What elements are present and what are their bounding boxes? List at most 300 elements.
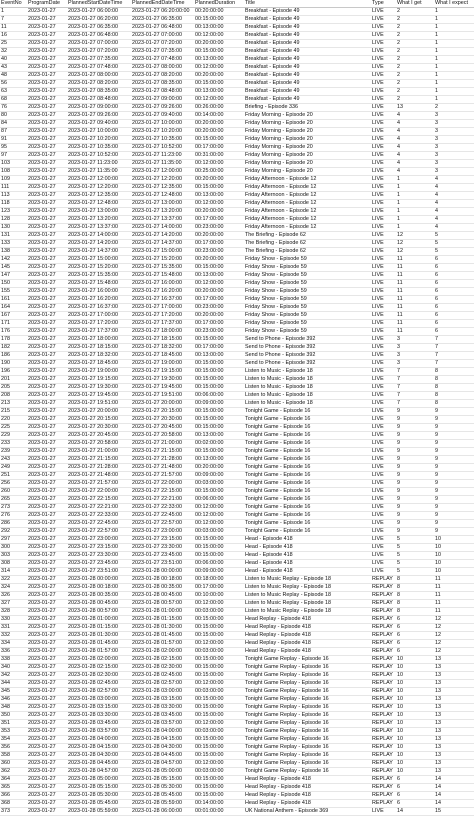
cell-what-i-expect[interactable]: 3 [434,160,474,168]
cell-eventno[interactable]: 133 [0,240,27,248]
cell-what-i-get[interactable]: 2 [396,40,434,48]
cell-type[interactable]: LIVE [371,192,396,200]
cell-type[interactable]: LIVE [371,312,396,320]
cell-title[interactable]: Head - Episode 418 [244,552,371,560]
cell-duration[interactable]: 00:15:00:00 [194,384,244,392]
cell-title[interactable]: Tonight Game - Episode 16 [244,520,371,528]
cell-programdate[interactable]: 2023-01-27 [27,96,67,104]
cell-type[interactable]: REPLAY [371,728,396,736]
cell-programdate[interactable]: 2023-01-27 [27,600,67,608]
cell-duration[interactable]: 00:14:00:00 [194,800,244,808]
cell-what-i-expect[interactable]: 3 [434,120,474,128]
cell-type[interactable]: LIVE [371,400,396,408]
cell-eventno[interactable]: 63 [0,88,27,96]
cell-plannedstart[interactable]: 2023-01-27 18:00:00 [67,336,131,344]
cell-what-i-get[interactable]: 7 [396,384,434,392]
cell-title[interactable]: Friday Show - Episode 59 [244,280,371,288]
cell-plannedend[interactable]: 2023-01-27 12:48:00 [131,192,194,200]
cell-what-i-get[interactable]: 10 [396,752,434,760]
cell-plannedend[interactable]: 2023-01-27 08:48:00 [131,88,194,96]
cell-programdate[interactable]: 2023-01-27 [27,344,67,352]
cell-programdate[interactable]: 2023-01-27 [27,64,67,72]
cell-plannedstart[interactable]: 2023-01-27 10:00:00 [67,128,131,136]
cell-what-i-expect[interactable]: 4 [434,176,474,184]
cell-plannedstart[interactable]: 2023-01-27 10:35:00 [67,144,131,152]
cell-plannedstart[interactable]: 2023-01-27 14:00:00 [67,232,131,240]
cell-type[interactable]: REPLAY [371,776,396,784]
cell-plannedstart[interactable]: 2023-01-27 21:15:00 [67,456,131,464]
cell-title[interactable]: Breakfast - Episode 49 [244,72,371,80]
cell-what-i-get[interactable]: 9 [396,504,434,512]
cell-programdate[interactable]: 2023-01-27 [27,464,67,472]
cell-eventno[interactable]: 25 [0,40,27,48]
cell-title[interactable]: Tonight Game Replay - Episode 16 [244,728,371,736]
cell-what-i-get[interactable]: 13 [396,104,434,112]
cell-plannedend[interactable]: 2023-01-28 04:15:00 [131,736,194,744]
cell-plannedend[interactable]: 2023-01-27 08:20:00 [131,72,194,80]
cell-what-i-expect[interactable]: 13 [434,752,474,760]
cell-what-i-get[interactable]: 2 [396,88,434,96]
cell-plannedend[interactable]: 2023-01-27 10:35:00 [131,136,194,144]
cell-what-i-expect[interactable]: 7 [434,336,474,344]
cell-plannedstart[interactable]: 2023-01-27 22:15:00 [67,496,131,504]
cell-plannedstart[interactable]: 2023-01-27 19:30:00 [67,384,131,392]
cell-what-i-expect[interactable]: 12 [434,624,474,632]
cell-programdate[interactable]: 2023-01-27 [27,400,67,408]
cell-plannedstart[interactable]: 2023-01-27 07:35:00 [67,56,131,64]
cell-programdate[interactable]: 2023-01-27 [27,160,67,168]
cell-eventno[interactable]: 336 [0,648,27,656]
cell-title[interactable]: Friday Morning - Episode 20 [244,152,371,160]
cell-duration[interactable]: 00:17:00:00 [194,344,244,352]
cell-type[interactable]: LIVE [371,544,396,552]
cell-eventno[interactable]: 322 [0,576,27,584]
cell-what-i-get[interactable]: 1 [396,192,434,200]
cell-eventno[interactable]: 128 [0,216,27,224]
cell-eventno[interactable]: 292 [0,528,27,536]
cell-plannedstart[interactable]: 2023-01-28 00:45:00 [67,600,131,608]
cell-duration[interactable]: 00:17:00:00 [194,584,244,592]
cell-what-i-expect[interactable]: 6 [434,320,474,328]
cell-plannedend[interactable]: 2023-01-28 00:45:00 [131,592,194,600]
cell-plannedend[interactable]: 2023-01-27 20:45:00 [131,424,194,432]
cell-plannedend[interactable]: 2023-01-28 01:00:00 [131,608,194,616]
cell-programdate[interactable]: 2023-01-27 [27,568,67,576]
cell-type[interactable]: LIVE [371,272,396,280]
cell-plannedend[interactable]: 2023-01-28 05:15:00 [131,776,194,784]
cell-eventno[interactable]: 260 [0,488,27,496]
cell-type[interactable]: LIVE [371,336,396,344]
cell-programdate[interactable]: 2023-01-27 [27,32,67,40]
cell-eventno[interactable]: 256 [0,480,27,488]
cell-title[interactable]: Friday Afternoon - Episode 12 [244,200,371,208]
cell-plannedend[interactable]: 2023-01-27 21:48:00 [131,464,194,472]
cell-eventno[interactable]: 171 [0,320,27,328]
cell-what-i-get[interactable]: 9 [396,424,434,432]
cell-title[interactable]: Friday Show - Episode 59 [244,288,371,296]
cell-type[interactable]: LIVE [371,504,396,512]
cell-eventno[interactable]: 161 [0,296,27,304]
cell-duration[interactable]: 00:13:00:00 [194,432,244,440]
cell-eventno[interactable]: 32 [0,48,27,56]
cell-programdate[interactable]: 2023-01-27 [27,192,67,200]
cell-title[interactable]: Tonight Game Replay - Episode 16 [244,688,371,696]
cell-what-i-get[interactable]: 9 [396,416,434,424]
cell-programdate[interactable]: 2023-01-27 [27,480,67,488]
cell-title[interactable]: Friday Afternoon - Episode 12 [244,216,371,224]
cell-eventno[interactable]: 164 [0,304,27,312]
cell-what-i-expect[interactable]: 4 [434,216,474,224]
cell-what-i-get[interactable]: 9 [396,432,434,440]
column-header-what-i-expect[interactable]: What I expect [434,0,474,8]
cell-duration[interactable]: 00:15:00:00 [194,736,244,744]
cell-eventno[interactable]: 233 [0,440,27,448]
cell-duration[interactable]: 00:12:00:00 [194,600,244,608]
cell-eventno[interactable]: 345 [0,688,27,696]
cell-plannedstart[interactable]: 2023-01-27 06:48:00 [67,32,131,40]
cell-type[interactable]: LIVE [371,232,396,240]
cell-eventno[interactable]: 366 [0,792,27,800]
cell-what-i-expect[interactable]: 1 [434,8,474,16]
cell-type[interactable]: REPLAY [371,712,396,720]
cell-what-i-get[interactable]: 10 [396,704,434,712]
cell-plannedstart[interactable]: 2023-01-28 00:18:00 [67,584,131,592]
cell-type[interactable]: LIVE [371,240,396,248]
cell-what-i-get[interactable]: 2 [396,72,434,80]
cell-eventno[interactable]: 353 [0,728,27,736]
cell-programdate[interactable]: 2023-01-27 [27,216,67,224]
cell-type[interactable]: LIVE [371,448,396,456]
cell-programdate[interactable]: 2023-01-27 [27,688,67,696]
cell-programdate[interactable]: 2023-01-27 [27,232,67,240]
cell-programdate[interactable]: 2023-01-27 [27,608,67,616]
cell-eventno[interactable]: 348 [0,704,27,712]
cell-type[interactable]: LIVE [371,328,396,336]
cell-duration[interactable]: 00:20:00:00 [194,312,244,320]
cell-plannedend[interactable]: 2023-01-27 21:00:00 [131,440,194,448]
cell-eventno[interactable]: 97 [0,152,27,160]
cell-programdate[interactable]: 2023-01-27 [27,792,67,800]
cell-programdate[interactable]: 2023-01-27 [27,808,67,816]
cell-programdate[interactable]: 2023-01-27 [27,272,67,280]
cell-programdate[interactable]: 2023-01-27 [27,80,67,88]
cell-plannedstart[interactable]: 2023-01-28 05:59:00 [67,808,131,816]
cell-what-i-get[interactable]: 9 [396,472,434,480]
cell-what-i-expect[interactable]: 9 [434,416,474,424]
cell-plannedend[interactable]: 2023-01-28 01:57:00 [131,640,194,648]
cell-type[interactable]: LIVE [371,160,396,168]
cell-duration[interactable]: 00:20:00:00 [194,464,244,472]
cell-duration[interactable]: 00:03:00:00 [194,728,244,736]
cell-plannedend[interactable]: 2023-01-28 03:15:00 [131,696,194,704]
cell-plannedstart[interactable]: 2023-01-27 09:40:00 [67,120,131,128]
cell-type[interactable]: REPLAY [371,800,396,808]
cell-type[interactable]: REPLAY [371,752,396,760]
cell-what-i-expect[interactable]: 9 [434,520,474,528]
cell-what-i-expect[interactable]: 13 [434,720,474,728]
cell-plannedstart[interactable]: 2023-01-27 23:00:00 [67,536,131,544]
cell-type[interactable]: LIVE [371,512,396,520]
cell-duration[interactable]: 00:15:00:00 [194,704,244,712]
cell-what-i-expect[interactable]: 6 [434,288,474,296]
cell-plannedstart[interactable]: 2023-01-27 23:51:00 [67,568,131,576]
cell-plannedstart[interactable]: 2023-01-28 01:30:00 [67,632,131,640]
cell-duration[interactable]: 00:13:00:00 [194,192,244,200]
cell-title[interactable]: Friday Morning - Episode 20 [244,112,371,120]
cell-plannedend[interactable]: 2023-01-27 22:21:00 [131,496,194,504]
cell-what-i-get[interactable]: 2 [396,16,434,24]
cell-programdate[interactable]: 2023-01-27 [27,88,67,96]
cell-title[interactable]: Tonight Game - Episode 16 [244,456,371,464]
cell-duration[interactable]: 00:03:00:00 [194,608,244,616]
cell-title[interactable]: The Briefing - Episode 62 [244,248,371,256]
cell-plannedend[interactable]: 2023-01-28 00:57:00 [131,600,194,608]
cell-what-i-get[interactable]: 12 [396,240,434,248]
cell-plannedstart[interactable]: 2023-01-28 01:00:00 [67,616,131,624]
cell-what-i-expect[interactable]: 14 [434,792,474,800]
cell-type[interactable]: REPLAY [371,760,396,768]
cell-title[interactable]: Send to Phone - Episode 392 [244,344,371,352]
cell-duration[interactable]: 00:15:00:00 [194,488,244,496]
cell-eventno[interactable]: 243 [0,456,27,464]
cell-plannedstart[interactable]: 2023-01-28 05:45:00 [67,800,131,808]
cell-type[interactable]: LIVE [371,200,396,208]
cell-eventno[interactable]: 16 [0,32,27,40]
cell-what-i-expect[interactable]: 3 [434,136,474,144]
column-header-plannedstart[interactable]: PlannedStartDateTime [67,0,131,8]
cell-eventno[interactable]: 303 [0,552,27,560]
cell-title[interactable]: Head - Episode 418 [244,544,371,552]
cell-plannedstart[interactable]: 2023-01-27 20:00:00 [67,408,131,416]
cell-what-i-get[interactable]: 7 [396,368,434,376]
cell-plannedstart[interactable]: 2023-01-28 00:57:00 [67,608,131,616]
cell-programdate[interactable]: 2023-01-27 [27,752,67,760]
cell-programdate[interactable]: 2023-01-27 [27,376,67,384]
cell-plannedend[interactable]: 2023-01-27 15:20:00 [131,256,194,264]
cell-what-i-get[interactable]: 1 [396,200,434,208]
cell-what-i-expect[interactable]: 1 [434,72,474,80]
cell-programdate[interactable]: 2023-01-27 [27,800,67,808]
cell-what-i-expect[interactable]: 3 [434,144,474,152]
cell-what-i-expect[interactable]: 1 [434,96,474,104]
cell-what-i-expect[interactable]: 1 [434,16,474,24]
cell-plannedstart[interactable]: 2023-01-28 03:57:00 [67,728,131,736]
cell-what-i-get[interactable]: 8 [396,576,434,584]
cell-duration[interactable]: 00:13:00:00 [194,24,244,32]
cell-plannedend[interactable]: 2023-01-27 15:35:00 [131,264,194,272]
cell-programdate[interactable]: 2023-01-27 [27,776,67,784]
cell-type[interactable]: LIVE [371,128,396,136]
cell-duration[interactable]: 00:15:00:00 [194,264,244,272]
cell-type[interactable]: LIVE [371,392,396,400]
cell-duration[interactable]: 00:12:00:00 [194,760,244,768]
cell-plannedstart[interactable]: 2023-01-27 16:00:00 [67,288,131,296]
cell-what-i-expect[interactable]: 14 [434,784,474,792]
cell-type[interactable]: REPLAY [371,624,396,632]
cell-programdate[interactable]: 2023-01-27 [27,472,67,480]
cell-eventno[interactable]: 95 [0,144,27,152]
cell-eventno[interactable]: 356 [0,744,27,752]
cell-plannedstart[interactable]: 2023-01-28 05:30:00 [67,792,131,800]
cell-programdate[interactable]: 2023-01-27 [27,24,67,32]
cell-duration[interactable]: 00:15:00:00 [194,48,244,56]
cell-title[interactable]: Breakfast - Episode 49 [244,32,371,40]
cell-what-i-get[interactable]: 11 [396,272,434,280]
cell-what-i-get[interactable]: 5 [396,536,434,544]
cell-plannedend[interactable]: 2023-01-27 16:37:00 [131,296,194,304]
cell-plannedstart[interactable]: 2023-01-28 00:35:00 [67,592,131,600]
cell-type[interactable]: LIVE [371,224,396,232]
cell-what-i-expect[interactable]: 1 [434,40,474,48]
cell-plannedstart[interactable]: 2023-01-28 02:00:00 [67,656,131,664]
cell-type[interactable]: REPLAY [371,768,396,776]
cell-duration[interactable]: 00:17:00:00 [194,296,244,304]
cell-plannedstart[interactable]: 2023-01-27 15:00:00 [67,256,131,264]
cell-programdate[interactable]: 2023-01-27 [27,552,67,560]
cell-what-i-expect[interactable]: 13 [434,760,474,768]
cell-what-i-get[interactable]: 5 [396,544,434,552]
cell-what-i-get[interactable]: 10 [396,688,434,696]
cell-eventno[interactable]: 332 [0,632,27,640]
cell-type[interactable]: LIVE [371,80,396,88]
cell-eventno[interactable]: 40 [0,56,27,64]
cell-title[interactable]: Tonight Game - Episode 16 [244,504,371,512]
cell-duration[interactable]: 00:03:00:00 [194,528,244,536]
cell-what-i-expect[interactable]: 13 [434,680,474,688]
cell-what-i-get[interactable]: 9 [396,408,434,416]
cell-plannedstart[interactable]: 2023-01-27 08:48:00 [67,96,131,104]
cell-programdate[interactable]: 2023-01-27 [27,496,67,504]
cell-type[interactable]: REPLAY [371,744,396,752]
cell-eventno[interactable]: 354 [0,736,27,744]
cell-programdate[interactable]: 2023-01-27 [27,656,67,664]
cell-plannedend[interactable]: 2023-01-27 13:20:00 [131,208,194,216]
cell-what-i-expect[interactable]: 9 [434,528,474,536]
cell-title[interactable]: The Briefing - Episode 62 [244,240,371,248]
cell-eventno[interactable]: 273 [0,504,27,512]
cell-title[interactable]: Tonight Game - Episode 16 [244,464,371,472]
cell-what-i-get[interactable]: 11 [396,264,434,272]
cell-title[interactable]: Tonight Game - Episode 16 [244,472,371,480]
cell-title[interactable]: Tonight Game - Episode 16 [244,408,371,416]
cell-plannedend[interactable]: 2023-01-27 07:35:00 [131,48,194,56]
cell-plannedend[interactable]: 2023-01-27 09:00:00 [131,96,194,104]
cell-plannedend[interactable]: 2023-01-27 20:30:00 [131,416,194,424]
cell-plannedend[interactable]: 2023-01-27 11:35:00 [131,160,194,168]
cell-what-i-get[interactable]: 11 [396,296,434,304]
cell-what-i-expect[interactable]: 9 [434,440,474,448]
cell-plannedstart[interactable]: 2023-01-27 15:35:00 [67,272,131,280]
cell-what-i-get[interactable]: 1 [396,208,434,216]
cell-duration[interactable]: 00:12:00:00 [194,200,244,208]
cell-title[interactable]: The Briefing - Episode 62 [244,232,371,240]
cell-eventno[interactable]: 342 [0,672,27,680]
cell-eventno[interactable]: 84 [0,120,27,128]
cell-title[interactable]: Head Replay - Episode 418 [244,624,371,632]
cell-plannedend[interactable]: 2023-01-27 06:20:00:00 [131,8,194,16]
cell-duration[interactable]: 00:01:00:00 [194,808,244,816]
cell-programdate[interactable]: 2023-01-27 [27,200,67,208]
cell-what-i-get[interactable]: 2 [396,80,434,88]
cell-eventno[interactable]: 373 [0,808,27,816]
cell-type[interactable]: LIVE [371,320,396,328]
cell-type[interactable]: LIVE [371,432,396,440]
cell-title[interactable]: Tonight Game Replay - Episode 16 [244,664,371,672]
cell-duration[interactable]: 00:15:00:00 [194,536,244,544]
cell-what-i-get[interactable]: 5 [396,560,434,568]
cell-what-i-get[interactable]: 5 [396,568,434,576]
cell-plannedstart[interactable]: 2023-01-27 21:00:00 [67,448,131,456]
cell-type[interactable]: LIVE [371,32,396,40]
cell-title[interactable]: Friday Morning - Episode 20 [244,168,371,176]
cell-title[interactable]: Friday Morning - Episode 20 [244,120,371,128]
cell-plannedend[interactable]: 2023-01-27 13:37:00 [131,216,194,224]
cell-plannedstart[interactable]: 2023-01-27 06:20:00 [67,16,131,24]
cell-title[interactable]: Head Replay - Episode 418 [244,792,371,800]
cell-type[interactable]: LIVE [371,416,396,424]
cell-plannedend[interactable]: 2023-01-27 21:57:00 [131,472,194,480]
cell-plannedend[interactable]: 2023-01-27 13:00:00 [131,200,194,208]
cell-programdate[interactable]: 2023-01-27 [27,48,67,56]
cell-duration[interactable]: 00:15:00:00 [194,336,244,344]
cell-eventno[interactable]: 346 [0,696,27,704]
cell-type[interactable]: LIVE [371,216,396,224]
cell-plannedstart[interactable]: 2023-01-28 01:57:00 [67,648,131,656]
cell-title[interactable]: Breakfast - Episode 49 [244,56,371,64]
cell-type[interactable]: LIVE [371,368,396,376]
cell-plannedstart[interactable]: 2023-01-27 08:20:00 [67,80,131,88]
cell-plannedstart[interactable]: 2023-01-28 01:45:00 [67,640,131,648]
cell-plannedend[interactable]: 2023-01-27 17:00:00 [131,304,194,312]
cell-what-i-get[interactable]: 10 [396,760,434,768]
cell-title[interactable]: Tonight Game Replay - Episode 16 [244,744,371,752]
cell-programdate[interactable]: 2023-01-27 [27,424,67,432]
cell-duration[interactable]: 00:03:00:00 [194,648,244,656]
cell-plannedend[interactable]: 2023-01-28 01:45:00 [131,632,194,640]
cell-duration[interactable]: 00:15:00:00 [194,656,244,664]
cell-type[interactable]: LIVE [371,16,396,24]
cell-what-i-expect[interactable]: 11 [434,576,474,584]
cell-what-i-expect[interactable]: 11 [434,608,474,616]
cell-eventno[interactable]: 344 [0,680,27,688]
cell-duration[interactable]: 00:13:00:00 [194,56,244,64]
cell-what-i-get[interactable]: 10 [396,672,434,680]
cell-what-i-get[interactable]: 10 [396,744,434,752]
cell-what-i-get[interactable]: 2 [396,64,434,72]
cell-eventno[interactable]: 111 [0,184,27,192]
cell-duration[interactable]: 00:13:00:00 [194,88,244,96]
cell-plannedend[interactable]: 2023-01-27 09:26:00 [131,104,194,112]
cell-title[interactable]: Listen to Music - Episode 18 [244,392,371,400]
cell-title[interactable]: Friday Show - Episode 59 [244,320,371,328]
cell-eventno[interactable]: 201 [0,376,27,384]
cell-what-i-expect[interactable]: 9 [434,432,474,440]
cell-plannedend[interactable]: 2023-01-27 18:00:00 [131,328,194,336]
cell-eventno[interactable]: 108 [0,168,27,176]
cell-duration[interactable]: 00:13:00:00 [194,456,244,464]
cell-what-i-expect[interactable]: 15 [434,808,474,816]
cell-plannedend[interactable]: 2023-01-27 19:45:00 [131,384,194,392]
cell-eventno[interactable]: 68 [0,96,27,104]
cell-plannedstart[interactable]: 2023-01-27 17:20:00 [67,320,131,328]
cell-programdate[interactable]: 2023-01-27 [27,72,67,80]
cell-plannedstart[interactable]: 2023-01-27 22:00:00 [67,488,131,496]
cell-what-i-expect[interactable]: 9 [434,424,474,432]
cell-title[interactable]: Tonight Game - Episode 16 [244,496,371,504]
cell-what-i-get[interactable]: 3 [396,344,434,352]
cell-type[interactable]: REPLAY [371,600,396,608]
cell-type[interactable]: REPLAY [371,792,396,800]
